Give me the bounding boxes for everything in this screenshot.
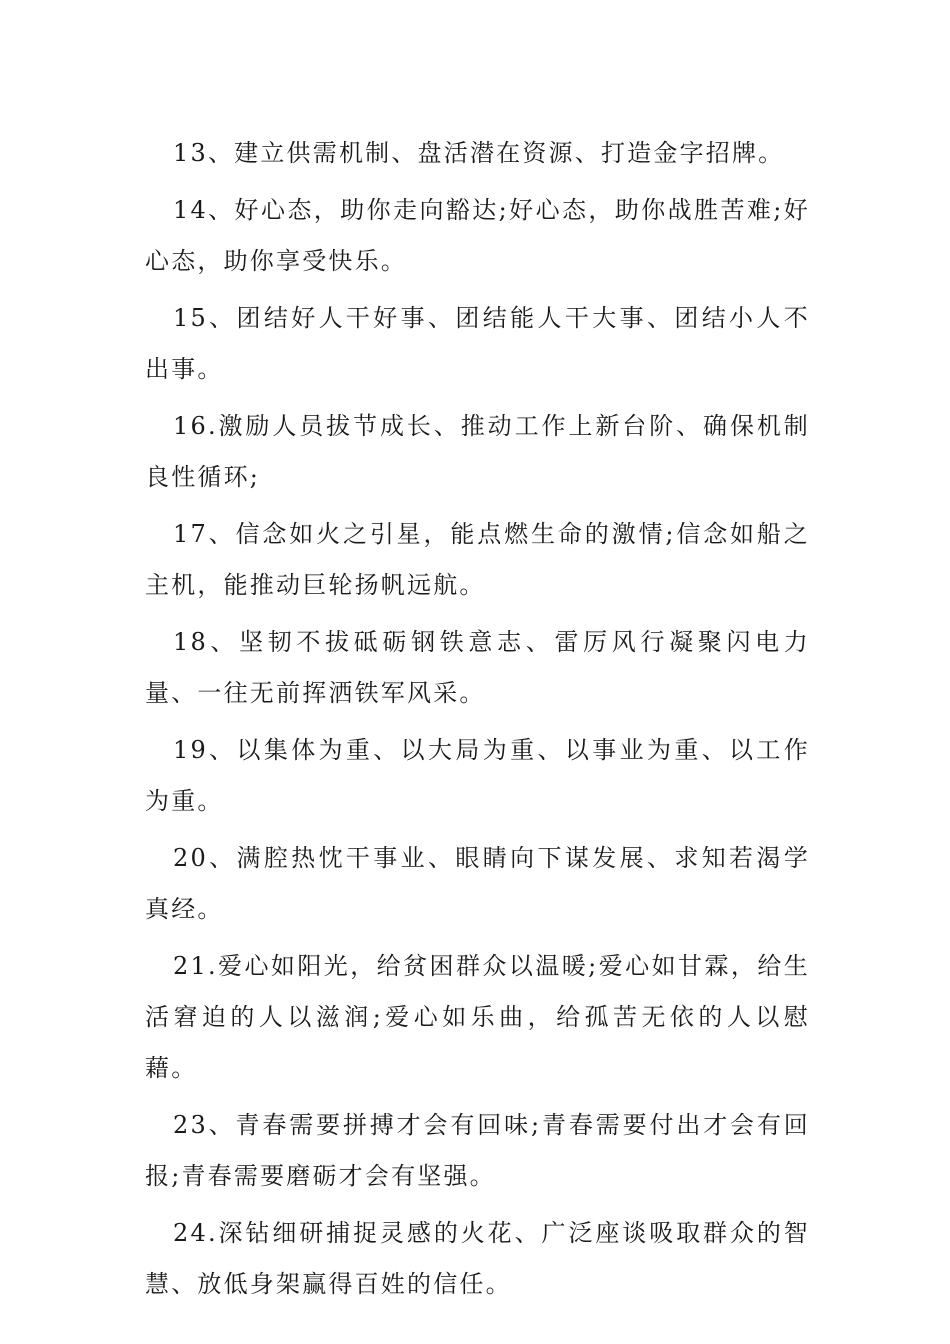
paragraph-21: 21.爱心如阳光，给贫困群众以温暖;爱心如甘霖，给生活窘迫的人以滋润;爱心如乐曲，给孤苦无依的人以慰藉。 <box>145 952 810 1082</box>
paragraph-18: 18、坚韧不拔砥砺钢铁意志、雷厉风行凝聚闪电力量、一往无前挥洒铁军风采。 <box>145 628 810 707</box>
paragraph-23: 23、青春需要拼搏才会有回味;青春需要付出才会有回报;青春需要磨砺才会有坚强。 <box>145 1111 810 1190</box>
paragraph-20: 20、满腔热忱干事业、眼睛向下谋发展、求知若渴学真经。 <box>145 844 810 923</box>
paragraph-19: 19、以集体为重、以大局为重、以事业为重、以工作为重。 <box>145 736 810 815</box>
paragraph-14: 14、好心态，助你走向豁达;好心态，助你战胜苦难;好心态，助你享受快乐。 <box>145 196 810 275</box>
paragraph-16: 16.激励人员拔节成长、推动工作上新台阶、确保机制良性循环; <box>145 412 810 491</box>
document-body <box>145 128 810 1316</box>
paragraph-24: 24.深钻细研捕捉灵感的火花、广泛座谈吸取群众的智慧、放低身架赢得百姓的信任。 <box>145 1219 810 1298</box>
paragraph-17: 17、信念如火之引星，能点燃生命的激情;信念如船之主机，能推动巨轮扬帆远航。 <box>145 520 810 599</box>
paragraph-13: 13、建立供需机制、盘活潜在资源、打造金字招牌。 <box>173 139 785 167</box>
paragraph-15: 15、团结好人干好事、团结能人干大事、团结小人不出事。 <box>145 304 810 383</box>
